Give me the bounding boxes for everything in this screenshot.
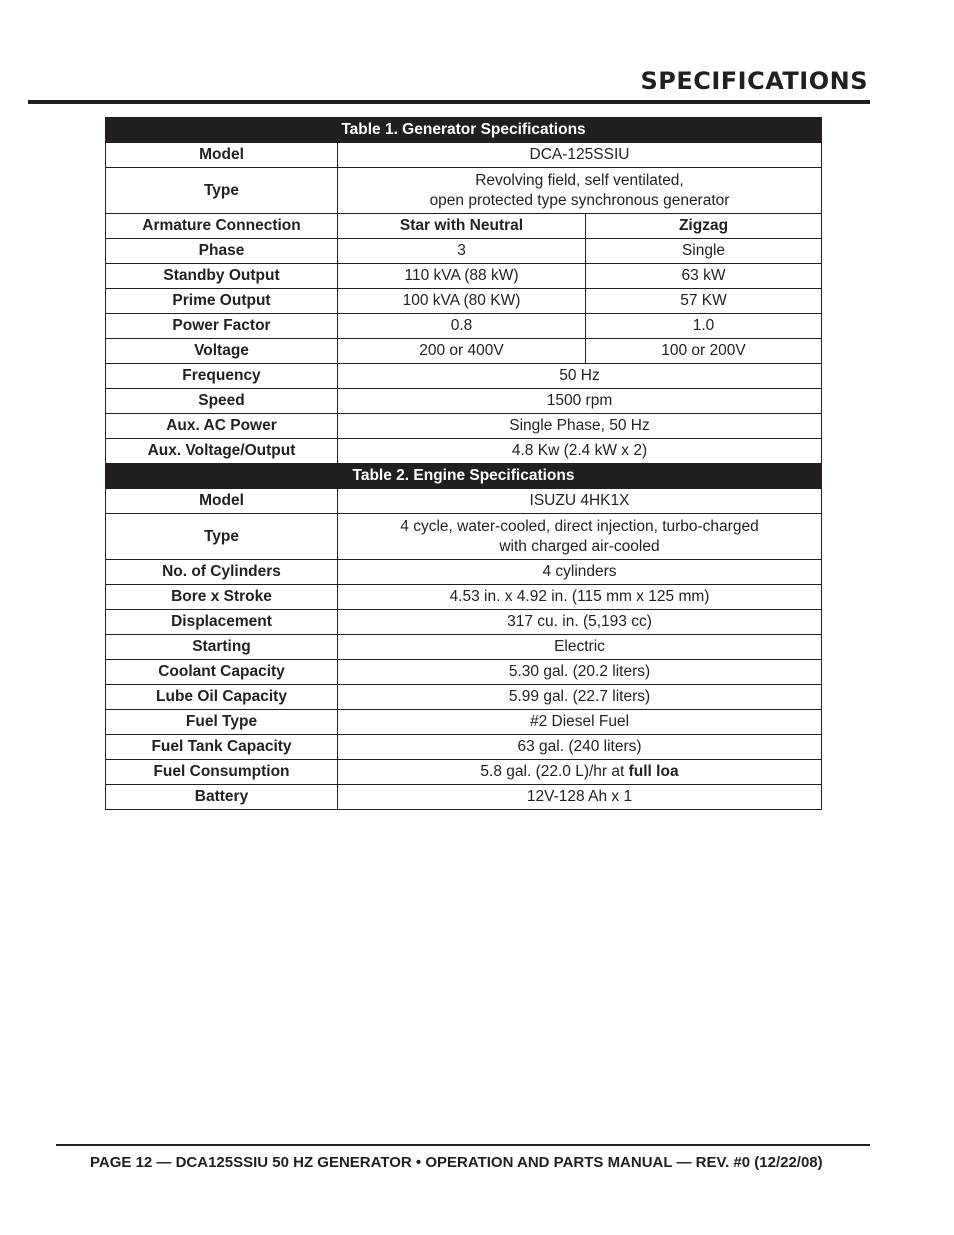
- row-value: DCA-125SSIU: [338, 143, 822, 168]
- table-row: [106, 414, 822, 439]
- page-title: SPECIFICATIONS: [640, 67, 868, 95]
- row-label: Armature Connection: [106, 214, 338, 239]
- row-value-zigzag: 63 kW: [586, 264, 822, 289]
- row-value-zigzag: 57 KW: [586, 289, 822, 314]
- row-label: Fuel Type: [106, 710, 338, 735]
- table-row: [106, 760, 822, 785]
- value-line: open protected type synchronous generator: [429, 191, 730, 209]
- row-label: Power Factor: [106, 314, 338, 339]
- table-row: [106, 685, 822, 710]
- heading-rule: [28, 100, 870, 104]
- row-label: Prime Output: [106, 289, 338, 314]
- row-value: Electric: [338, 635, 822, 660]
- row-value: 50 Hz: [338, 364, 822, 389]
- table-row: [106, 785, 822, 810]
- row-value: #2 Diesel Fuel: [338, 710, 822, 735]
- row-label: Voltage: [106, 339, 338, 364]
- value-line: with charged air-cooled: [499, 537, 660, 555]
- row-label: Starting: [106, 635, 338, 660]
- value-text: 5.8 gal. (22.0 L)/hr at: [480, 763, 625, 780]
- row-value: [338, 760, 822, 785]
- column-header-star: Star with Neutral: [338, 214, 586, 239]
- table-row: [106, 439, 822, 464]
- page-footer: PAGE 12 — DCA125SSIU 50 HZ GENERATOR • OPERATION AND PARTS MANUAL — REV. #0 (12/22/08): [90, 1154, 823, 1171]
- row-label: Aux. AC Power: [106, 414, 338, 439]
- row-label: Speed: [106, 389, 338, 414]
- row-value: 4 cylinders: [338, 560, 822, 585]
- table-row: [106, 660, 822, 685]
- table-row: [106, 635, 822, 660]
- row-label: Displacement: [106, 610, 338, 635]
- row-label: Model: [106, 489, 338, 514]
- row-value: 4.8 Kw (2.4 kW x 2): [338, 439, 822, 464]
- table1-caption: Table 1. Generator Specifications: [106, 118, 822, 143]
- row-value: 4.53 in. x 4.92 in. (115 mm x 125 mm): [338, 585, 822, 610]
- row-value-star: 0.8: [338, 314, 586, 339]
- table-row: [106, 710, 822, 735]
- table1-caption-row: [106, 118, 822, 143]
- row-value: 1500 rpm: [338, 389, 822, 414]
- table-row: [106, 314, 822, 339]
- row-label: No. of Cylinders: [106, 560, 338, 585]
- row-value-star: 200 or 400V: [338, 339, 586, 364]
- table2-caption-row: [106, 464, 822, 489]
- table-row: [106, 339, 822, 364]
- row-label: Fuel Tank Capacity: [106, 735, 338, 760]
- table-row: [106, 489, 822, 514]
- table-row: [106, 239, 822, 264]
- table-row: [106, 735, 822, 760]
- row-value: ISUZU 4HK1X: [338, 489, 822, 514]
- table-row: [106, 214, 822, 239]
- row-value: 317 cu. in. (5,193 cc): [338, 610, 822, 635]
- row-label: Model: [106, 143, 338, 168]
- row-label: Type: [106, 514, 338, 560]
- table-row: [106, 143, 822, 168]
- row-value-star: 100 kVA (80 KW): [338, 289, 586, 314]
- footer-rule: [56, 1144, 870, 1146]
- table-row: [106, 389, 822, 414]
- row-label: Battery: [106, 785, 338, 810]
- row-value-zigzag: 100 or 200V: [586, 339, 822, 364]
- row-label: Coolant Capacity: [106, 660, 338, 685]
- row-value: 5.30 gal. (20.2 liters): [338, 660, 822, 685]
- row-label: Aux. Voltage/Output: [106, 439, 338, 464]
- specifications-table: [105, 117, 822, 810]
- row-value-zigzag: 1.0: [586, 314, 822, 339]
- table-row: [106, 264, 822, 289]
- row-value: [338, 168, 822, 214]
- table-row: [106, 560, 822, 585]
- value-emphasis: full loa: [628, 763, 679, 780]
- table-row: [106, 364, 822, 389]
- row-label: Standby Output: [106, 264, 338, 289]
- table2-caption: Table 2. Engine Specifications: [106, 464, 822, 489]
- row-label: Phase: [106, 239, 338, 264]
- value-line: 4 cycle, water-cooled, direct injection, turbo-charged: [400, 517, 759, 535]
- row-label: Type: [106, 168, 338, 214]
- row-value-star: 110 kVA (88 kW): [338, 264, 586, 289]
- row-label: Lube Oil Capacity: [106, 685, 338, 710]
- row-label: Bore x Stroke: [106, 585, 338, 610]
- value-line: Revolving field, self ventilated,: [475, 171, 684, 189]
- table-row: [106, 514, 822, 560]
- table-row: [106, 168, 822, 214]
- row-value: Single Phase, 50 Hz: [338, 414, 822, 439]
- row-value: 12V-128 Ah x 1: [338, 785, 822, 810]
- table-row: [106, 289, 822, 314]
- row-value: 63 gal. (240 liters): [338, 735, 822, 760]
- column-header-zigzag: Zigzag: [586, 214, 822, 239]
- table-row: [106, 610, 822, 635]
- table-row: [106, 585, 822, 610]
- row-label: Frequency: [106, 364, 338, 389]
- row-value-star: 3: [338, 239, 586, 264]
- row-label: Fuel Consumption: [106, 760, 338, 785]
- row-value: [338, 514, 822, 560]
- row-value-zigzag: Single: [586, 239, 822, 264]
- row-value: 5.99 gal. (22.7 liters): [338, 685, 822, 710]
